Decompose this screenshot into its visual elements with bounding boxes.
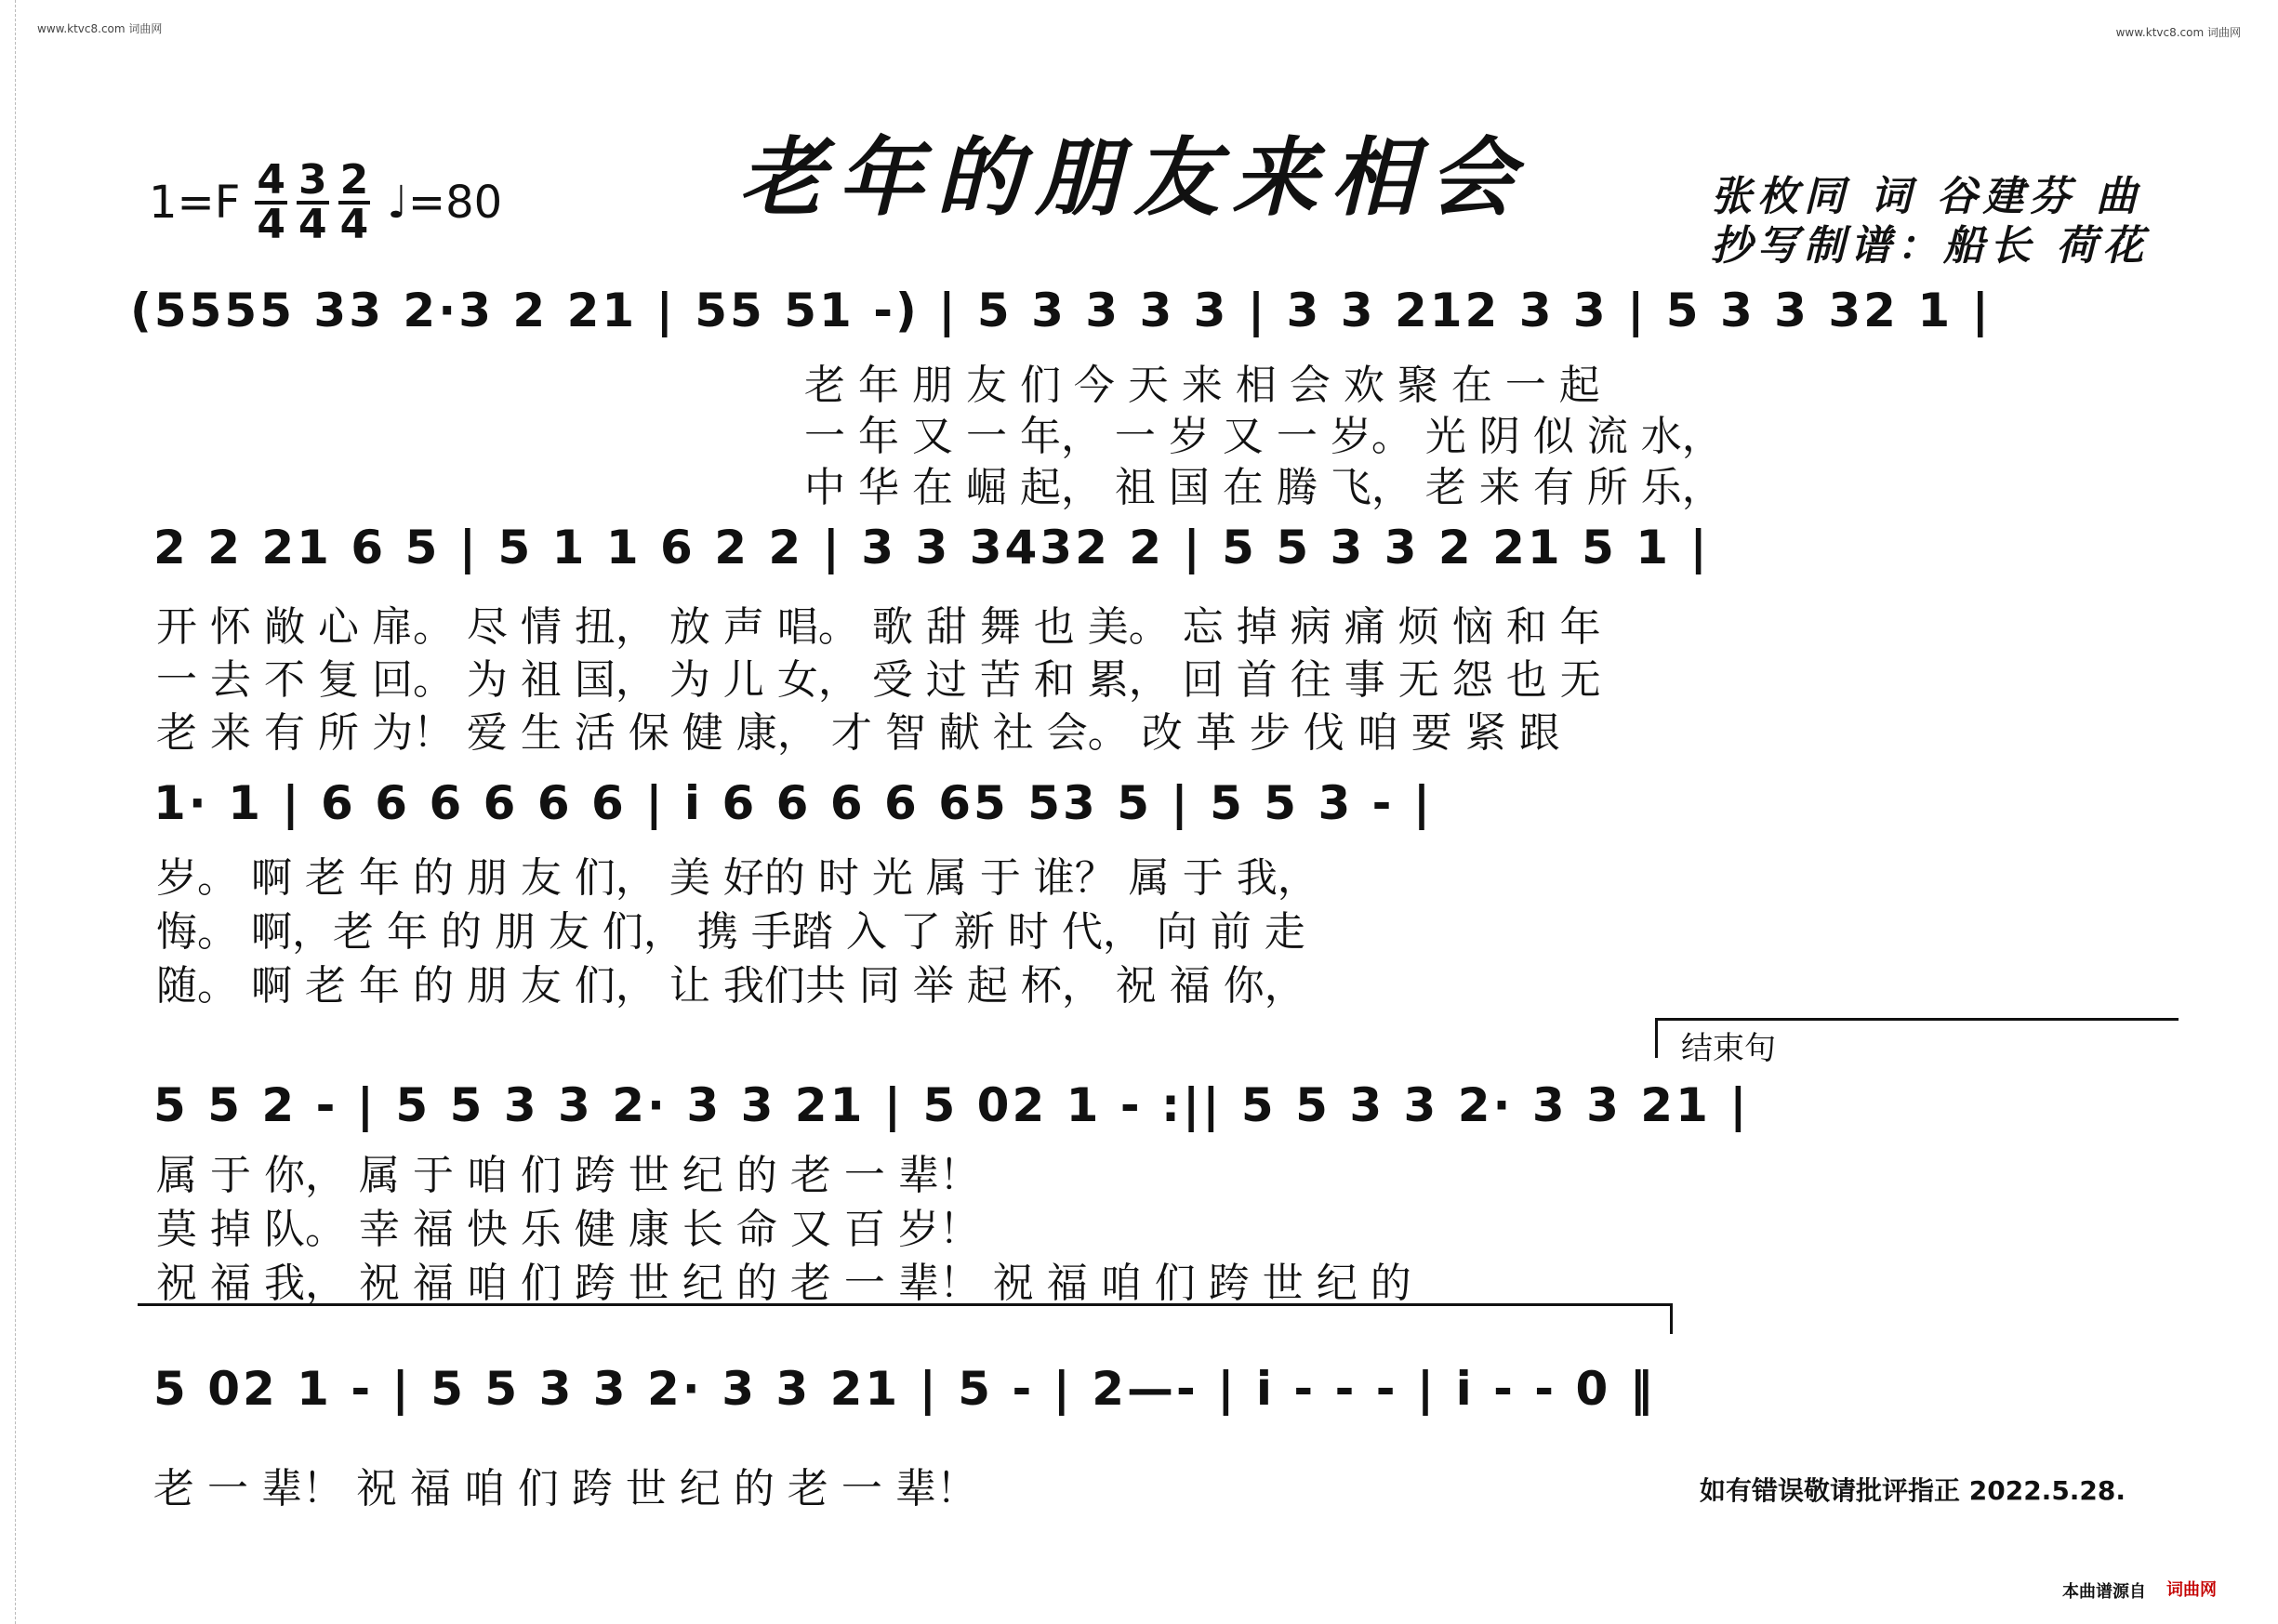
credits-transcriber: 抄写制谱：船长 荷花 (1711, 222, 2150, 270)
lyric-line: 随。 啊 老 年 的 朋 友 们， 让 我们共 同 举 起 杯， 祝 福 你， (156, 962, 1305, 1010)
ending-label: 结束句 (1681, 1030, 1776, 1067)
lyric-line: 老 一 辈！ 祝 福 咱 们 跨 世 纪 的 老 一 辈！ (153, 1465, 977, 1512)
source-label: 本曲谱源自 (2062, 1582, 2146, 1602)
lyric-line: 一 去 不 复 回。 为 祖 国， 为 儿 女， 受 过 苦 和 累， 回 首 往 事 无 怨 也 无 (156, 656, 1601, 704)
notation-line-2: 2 2 21 6 5 | 5 1 1 6 2 2 | 3 3 3432 2 | 5 5 3 3 2 21 5 1 | (153, 521, 1710, 574)
left-margin-guide (2, 0, 16, 1624)
tempo-marking: ♩=80 (387, 177, 503, 229)
watermark-top-right: www.ktvc8.com 词曲网 (2115, 26, 2241, 39)
lyric-line: 悔。 啊，老 年 的 朋 友 们， 携 手踏 入 了 新 时 代， 向 前 走 (156, 908, 1305, 956)
footer-note: 如有错误敬请批评指正 2022.5.28. (1700, 1475, 2126, 1506)
lyric-line: 老 年 朋 友 们 今 天 来 相 会 欢 聚 在 一 起 (804, 362, 1600, 409)
key-signature: 1=F (149, 177, 241, 229)
site-brand-logo: 词曲网 (2166, 1580, 2217, 1600)
key-and-meter (149, 156, 503, 248)
lyric-line: 一 年 又 一 年， 一 岁 又 一 岁。 光 阴 似 流 水， (804, 413, 1723, 460)
time-signature: $\frac{4}{4}$ (257, 156, 285, 248)
lyric-line: 开 怀 敞 心 扉。 尽 情 扭， 放 声 唱。 歌 甜 舞 也 美。 忘 掉 病 痛 烦 恼 和 年 (156, 603, 1601, 651)
notation-line-5: 5 02 1 - | 5 5 3 3 2· 3 3 21 | 5 - | 2—- | i - - - | i - - 0 ‖ (153, 1362, 1656, 1416)
lyric-line: 莫 掉 队。 幸 福 快 乐 健 康 长 命 又 百 岁！ (156, 1206, 980, 1253)
lyric-line: 祝 福 我， 祝 福 咱 们 跨 世 纪 的 老 一 辈！ 祝 福 咱 们 跨 世 纪 的 (156, 1260, 1411, 1307)
lyric-line: 老 来 有 所 为！ 爱 生 活 保 健 康， 才 智 献 社 会。 改 革 步 伐 咱 要 紧 跟 (156, 709, 1560, 757)
section-divider (138, 1303, 1673, 1334)
credits-lyricist-composer: 张枚同 词 谷建芬 曲 (1711, 173, 2142, 220)
lyric-line: 岁。 啊 老 年 的 朋 友 们， 美 好的 时 光 属 于 谁？ 属 于 我， (156, 854, 1318, 902)
lyric-line: 中 华 在 崛 起， 祖 国 在 腾 飞， 老 来 有 所 乐， (804, 464, 1723, 511)
song-title: 老年的朋友来相会 (739, 127, 1529, 228)
notation-line-3: 1· 1 | 6 6 6 6 6 6 | i 6 6 6 6 65 53 5 | 5 5 3 - | (153, 776, 1434, 830)
lyric-line: 属 于 你， 属 于 咱 们 跨 世 纪 的 老 一 辈！ (156, 1152, 980, 1199)
notation-line-1: (5555 33 2·3 2 21 | 55 51 -) | 5 3 3 3 3 | 3 3 212 3 3 | 5 3 3 32 1 | (130, 284, 1992, 337)
watermark-top-left: www.ktvc8.com 词曲网 (37, 22, 163, 35)
notation-line-4: 5 5 2 - | 5 5 3 3 2· 3 3 21 | 5 02 1 - :|| 5 5 3 3 2· 3 3 21 | (153, 1078, 1750, 1132)
time-signature: $\frac{2}{4}$ (339, 156, 369, 248)
time-signature: $\frac{3}{4}$ (298, 156, 327, 248)
